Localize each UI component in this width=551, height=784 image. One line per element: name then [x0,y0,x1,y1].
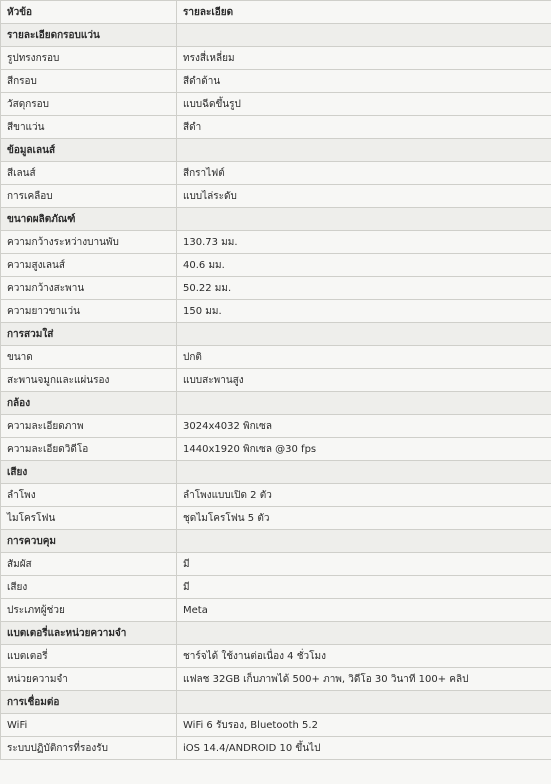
table-row [1,185,551,208]
spec-body [1,24,551,760]
row-value: iOS 14.4/ANDROID 10 ขึ้นไป [177,737,551,760]
row-label: แบตเตอรี่ [1,645,177,668]
row-value: มี [177,553,551,576]
section-empty-cell [177,622,551,645]
table-row [1,415,551,438]
section-title: ขนาดผลิตภัณฑ์ [1,208,177,231]
row-value: แบบไล่ระดับ [177,185,551,208]
section-title: การสวมใส่ [1,323,177,346]
row-value: แฟลช 32GB เก็บภาพได้ 500+ ภาพ, วิดีโอ 30 วินาที 100+ คลิป [177,668,551,691]
section-empty-cell [177,24,551,47]
section-header-row [1,24,551,47]
row-label: ไมโครโฟน [1,507,177,530]
section-empty-cell [177,208,551,231]
row-value: สีดำด้าน [177,70,551,93]
table-row [1,737,551,760]
row-value: มี [177,576,551,599]
row-label: ความละเอียดภาพ [1,415,177,438]
section-title: รายละเอียดกรอบแว่น [1,24,177,47]
section-title: เสียง [1,461,177,484]
row-label: ระบบปฏิบัติการที่รองรับ [1,737,177,760]
table-row [1,346,551,369]
section-empty-cell [177,461,551,484]
row-label: สะพานจมูกและแผ่นรอง [1,369,177,392]
row-label: สีเลนส์ [1,162,177,185]
table-row [1,70,551,93]
row-label: ขนาด [1,346,177,369]
row-value: 40.6 มม. [177,254,551,277]
row-label: ความละเอียดวิดีโอ [1,438,177,461]
section-header-row [1,461,551,484]
section-title: การเชื่อมต่อ [1,691,177,714]
row-value: ลำโพงแบบเปิด 2 ตัว [177,484,551,507]
row-label: รูปทรงกรอบ [1,47,177,70]
row-value: 3024x4032 พิกเซล [177,415,551,438]
row-label: วัสดุกรอบ [1,93,177,116]
row-label: ความกว้างสะพาน [1,277,177,300]
table-row [1,507,551,530]
section-title: การควบคุม [1,530,177,553]
section-header-row [1,139,551,162]
row-value: แบบสะพานสูง [177,369,551,392]
row-label: สีกรอบ [1,70,177,93]
section-title: กล้อง [1,392,177,415]
table-row [1,714,551,737]
row-value: ชุดไมโครโฟน 5 ตัว [177,507,551,530]
row-value: ทรงสี่เหลี่ยม [177,47,551,70]
row-label: ประเภทผู้ช่วย [1,599,177,622]
section-empty-cell [177,139,551,162]
row-value: 50.22 มม. [177,277,551,300]
row-value: Meta [177,599,551,622]
table-row [1,668,551,691]
section-title: ข้อมูลเลนส์ [1,139,177,162]
row-label: ลำโพง [1,484,177,507]
row-value: ชาร์จได้ ใช้งานต่อเนื่อง 4 ชั่วโมง [177,645,551,668]
section-empty-cell [177,323,551,346]
table-row [1,47,551,70]
table-row [1,369,551,392]
section-header-row [1,530,551,553]
table-row [1,93,551,116]
row-label: เสียง [1,576,177,599]
row-value: 150 มม. [177,300,551,323]
row-label: ความสูงเลนส์ [1,254,177,277]
row-value: สีกราไฟต์ [177,162,551,185]
table-row [1,484,551,507]
table-row [1,645,551,668]
table-row [1,277,551,300]
table-row [1,116,551,139]
table-row [1,599,551,622]
row-value: แบบฉีดขึ้นรูป [177,93,551,116]
header-topic: หัวข้อ [1,1,177,24]
table-row [1,553,551,576]
row-value: 130.73 มม. [177,231,551,254]
row-label: ความกว้างระหว่างบานพับ [1,231,177,254]
section-title: แบตเตอรี่และหน่วยความจำ [1,622,177,645]
section-header-row [1,208,551,231]
table-row [1,231,551,254]
table-row [1,300,551,323]
section-header-row [1,323,551,346]
row-label: หน่วยความจำ [1,668,177,691]
header-detail: รายละเอียด [177,1,551,24]
table-row [1,254,551,277]
section-header-row [1,392,551,415]
section-header-row [1,691,551,714]
row-label: WiFi [1,714,177,737]
table-row [1,576,551,599]
row-value: สีดำ [177,116,551,139]
section-empty-cell [177,530,551,553]
row-value: 1440x1920 พิกเซล @30 fps [177,438,551,461]
table-row [1,162,551,185]
row-value: ปกติ [177,346,551,369]
section-empty-cell [177,392,551,415]
row-value: WiFi 6 รับรอง, Bluetooth 5.2 [177,714,551,737]
row-label: ความยาวขาแว่น [1,300,177,323]
section-empty-cell [177,691,551,714]
row-label: การเคลือบ [1,185,177,208]
section-header-row [1,622,551,645]
row-label: สัมผัส [1,553,177,576]
row-label: สีขาแว่น [1,116,177,139]
header-row [1,1,551,24]
table-row [1,438,551,461]
